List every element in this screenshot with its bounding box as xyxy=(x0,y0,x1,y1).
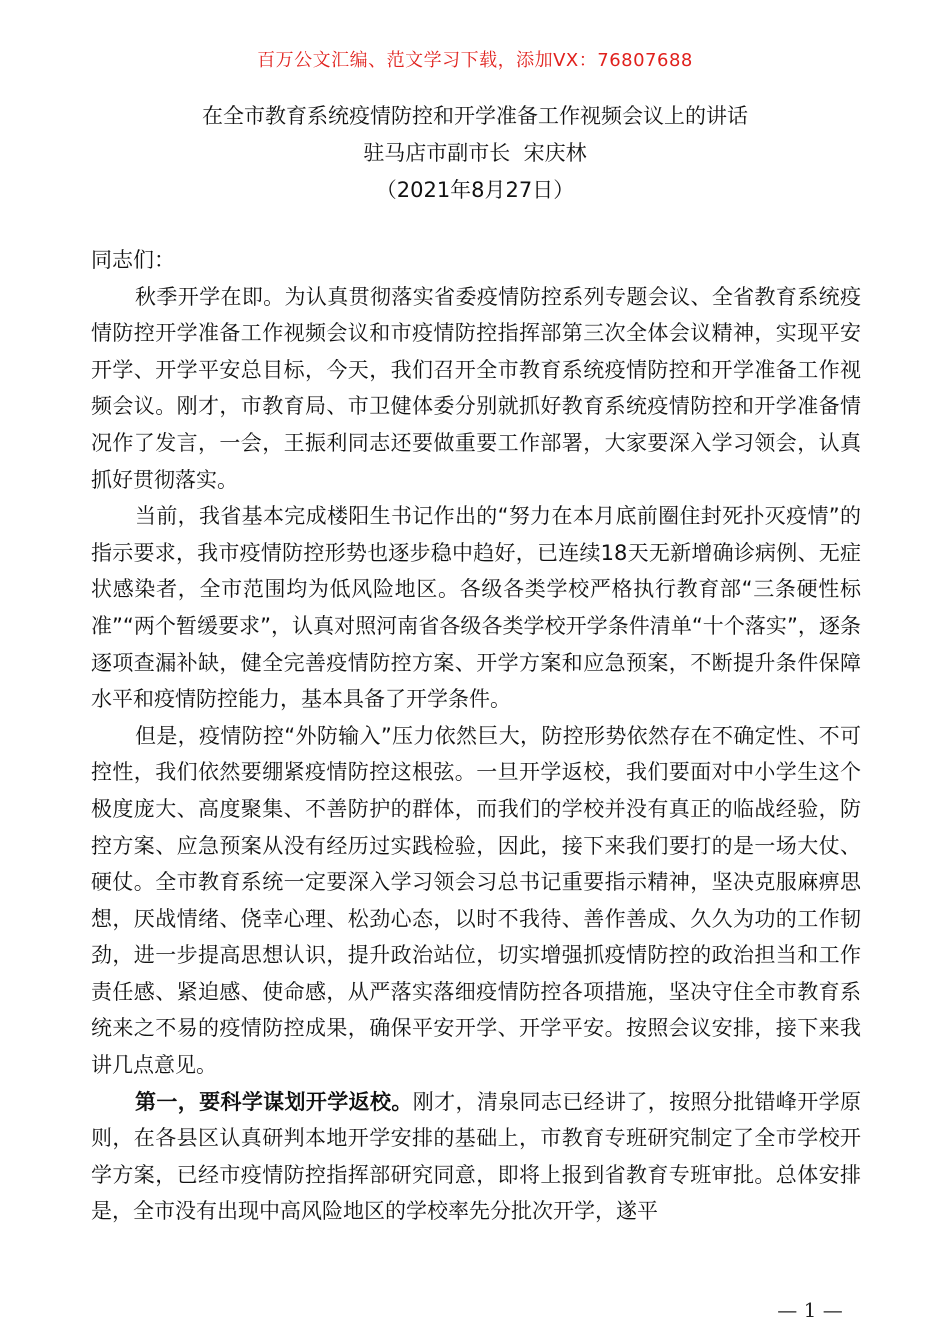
speech-date: （2021年8月27日） xyxy=(375,178,575,202)
speech-body xyxy=(91,242,861,1230)
speech-title: 在全市教育系统疫情防控和开学准备工作视频会议上的讲话 xyxy=(202,104,748,128)
paragraph-4-text: 刚才，清泉同志已经讲了，按照分批错峰开学原则，在各县区认真研判本地开学安排的基础上，市教育专班研究制定了全市学校开学方案，已经市疫情防控指挥部研究同意，即将上报到省教育专班审批。总体安排是，全市没有出现中高风险地区的学校率先分批次开学，遂平 xyxy=(91,1089,862,1224)
speech-header xyxy=(0,98,950,209)
paragraph-2: 当前，我省基本完成楼阳生书记作出的“努力在本月底前圈住封死扑灭疫情”的指示要求，我市疫情防控形势也逐步稳中趋好，已连续18天无新增确诊病例、无症状感染者，全市范围均为低风险地区。各级各类学校严格执行教育部“三条硬性标准”“两个暂缓要求”，认真对照河南省各级各类学校开学条件清单“十个落实”，逐条逐项查漏补缺，健全完善疫情防控方案、开学方案和应急预案，不断提升条件保障水平和疫情防控能力，基本具备了开学条件。 xyxy=(91,504,861,712)
salutation: 同志们： xyxy=(91,248,175,272)
paragraph-4 xyxy=(91,1084,861,1230)
page-number: — 1 — xyxy=(777,1298,843,1322)
watermark-text: 百万公文汇编、范文学习下载，添加VX：76807688 xyxy=(257,50,693,71)
speaker-line: 驻马店市副市长 宋庆林 xyxy=(363,141,587,165)
paragraph-3: 但是，疫情防控“外防输入”压力依然巨大，防控形势依然存在不确定性、不可控性，我们依然要绷紧疫情防控这根弦。一旦开学返校，我们要面对中小学生这个极度庞大、高度聚集、不善防护的群体，而我们的学校并没有真正的临战经验，防控方案、应急预案从没有经历过实践检验，因此，接下来我们要打的是一场大仗、硬仗。全市教育系统一定要深入学习领会习总书记重要指示精神，坚决克服麻痹思想，厌战情绪、侥幸心理、松劲心态，以时不我待、善作善成、久久为功的工作韧劲，进一步提高思想认识，提升政治站位，切实增强抓疫情防控的政治担当和工作责任感、紧迫感、使命感，从严落实落细疫情防控各项措施，坚决守住全市教育系统来之不易的疫情防控成果，确保平安开学、开学平安。按照会议安排，接下来我讲几点意见。 xyxy=(91,723,861,1078)
paragraph-1: 秋季开学在即。为认真贯彻落实省委疫情防控系列专题会议、全省教育系统疫情防控开学准备工作视频会议和市疫情防控指挥部第三次全体会议精神，实现平安开学、开学平安总目标，今天，我们召开全市教育系统疫情防控和开学准备工作视频会议。刚才，市教育局、市卫健体委分别就抓好教育系统疫情防控和开学准备情况作了发言，一会，王振利同志还要做重要工作部署，大家要深入学习领会，认真抓好贯彻落实。 xyxy=(91,284,861,492)
section-heading-first: 第一，要科学谋划开学返校。 xyxy=(135,1089,413,1114)
